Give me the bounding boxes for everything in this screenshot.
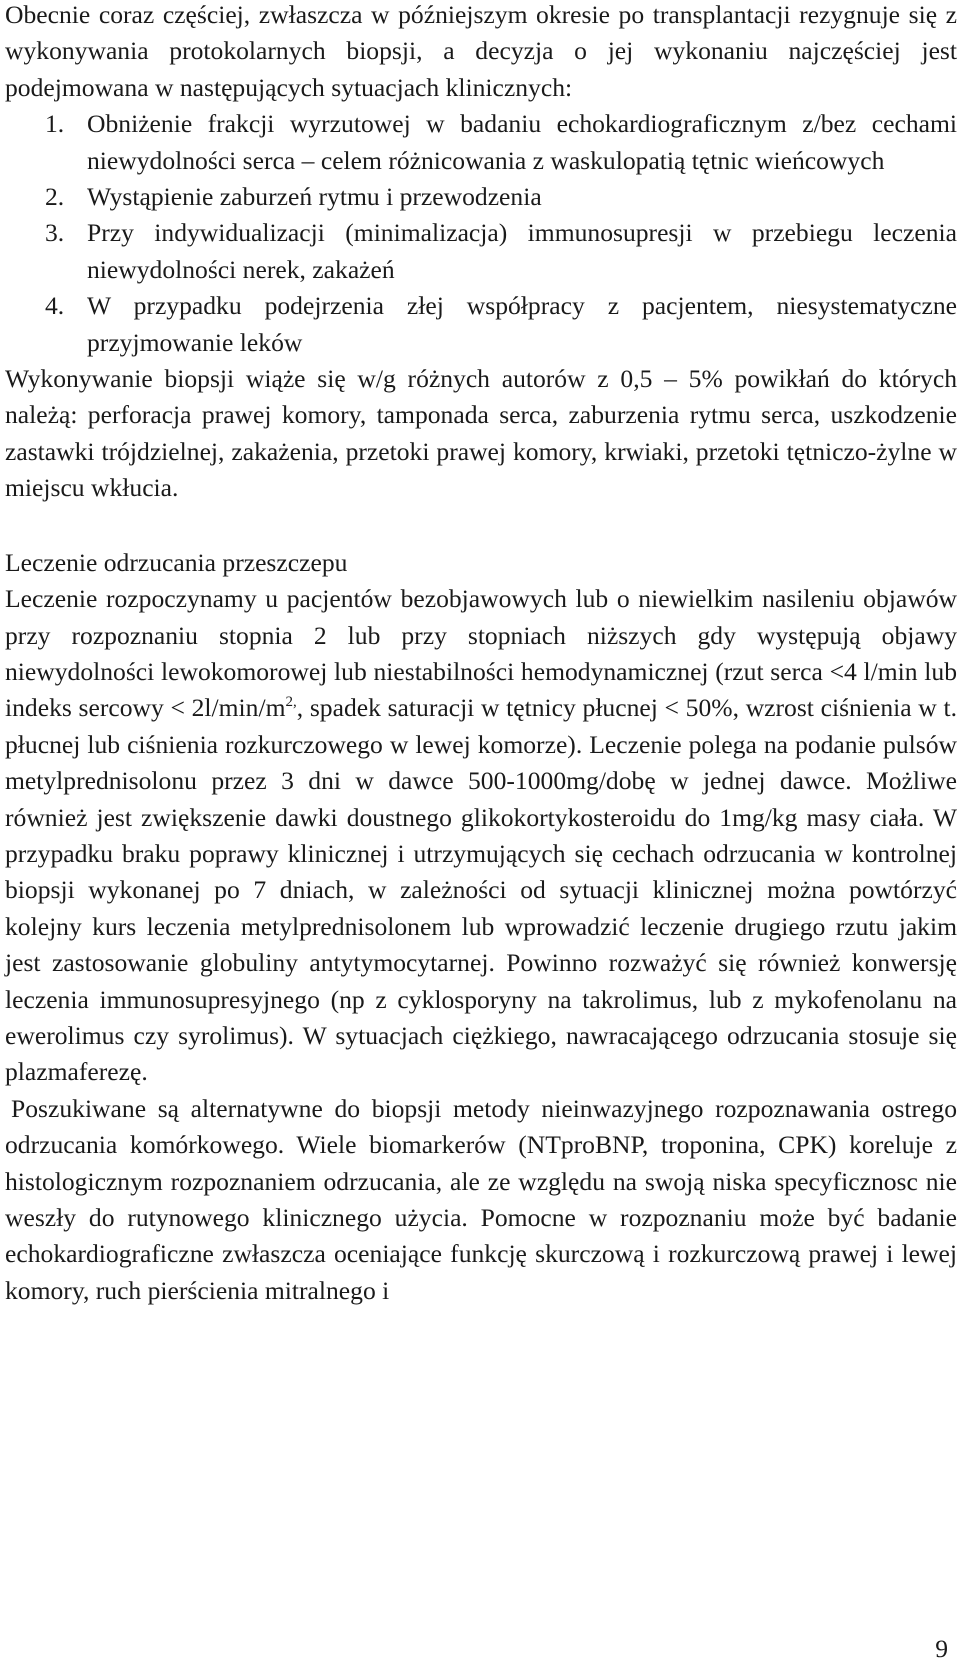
page-number: 9 (935, 1634, 948, 1663)
list-item (5, 179, 957, 215)
intro-paragraph: Obecnie coraz częściej, zwłaszcza w późniejszym okresie po transplantacji rezygnuje się z wykonywania protokolarnych biopsji, a decyzja o jej wykonaniu najczęściej jest podejmowana w następujących sytuacjach klinicznych: (5, 0, 957, 102)
superscript: 2, (285, 694, 297, 711)
section-heading: Leczenie odrzucania przeszczepu (5, 547, 348, 577)
list-item-text: Obniżenie frakcji wyrzutowej w badaniu echokardiograficznym z/bez cechami niewydolności serca – celem różnicowania z waskulopatią tętnic wieńcowych (87, 109, 957, 175)
list-item (5, 215, 957, 288)
alternatives-paragraph (5, 1091, 957, 1309)
paragraph-gap (5, 507, 957, 545)
indications-list (5, 106, 957, 361)
list-item-number: 3. (45, 218, 65, 248)
list-item (5, 288, 957, 361)
treatment-text-start: Leczenie rozpoczynamy u pacjentów bezobjawowych lub o niewielkim nasileniu objawów przy rozpoznaniu stopnia 2 lub przy stopniach niższych gdy występują objawy niewydolności lewokomorowej lub niestabilności hemodynamicznej (rzut serca <4 l/min lub indeks sercowy < 2l/min/m (5, 584, 957, 723)
treatment-paragraph (5, 581, 957, 1091)
list-item-number: 2. (45, 182, 65, 212)
treatment-text-end: , spadek saturacji w tętnicy płucnej < 50%, wzrost ciśnienia w t. płucnej lub ciśnienia rozkurczowego w lewej komorze). Leczenie polega na podanie pulsów metylprednisolonu przez 3 dni w dawce 500-1000mg/dobę w jednej dawce. Możliwe również jest zwiększenie dawki doustnego glikokortykosteroidu do 1mg/kg masy ciała. W przypadku braku poprawy klinicznej i utrzymujących się cechach odrzucania w kontrolnej biopsji wykonanej po 7 dniach, w zależności od sytuacji klinicznej można powtórzyć kolejny kurs leczenia metylprednisolonem lub wprowadzić leczenie drugiego rzutu jakim jest zastosowanie globuliny antytymocytarnej. Powinno rozważyć się również konwersję leczenia immunosupresyjnego (np z cyklosporyny na takrolimus, lub z mykofenolanu na ewerolimus czy syrolimus). W sytuacjach ciężkiego, nawracającego odrzucania stosuje się plazmaferezę. (5, 693, 957, 1087)
list-item-text: Wystąpienie zaburzeń rytmu i przewodzenia (87, 182, 542, 212)
list-item-text: W przypadku podejrzenia złej współpracy z pacjentem, niesystematyczne przyjmowanie leków (87, 291, 957, 357)
alternatives-text: Poszukiwane są alternatywne do biopsji metody nieinwazyjnego rozpoznawania ostrego odrzucania komórkowego. Wiele biomarkerów (NTproBNP, troponina, CPK) koreluje z histologicznym rozpoznaniem odrzucania, ale ze względu na swoją niska specyficznosc nie weszły do rutynowego klinicznego użycia. Pomocne w rozpoznaniu może być badanie echokardiograficzne zwłaszcza oceniające funkcję skurczową i rozkurczową prawej i lewej komory, ruch pierścienia mitralnego i (5, 1093, 957, 1305)
list-item-text: Przy indywidualizacji (minimalizacja) immunosupresji w przebiegu leczenia niewydolności nerek, zakażeń (87, 218, 957, 284)
document-page (5, 0, 957, 1309)
list-item (5, 106, 957, 179)
complications-paragraph: Wykonywanie biopsji wiąże się w/g różnych autorów z 0,5 – 5% powikłań do których należą: perforacja prawej komory, tamponada serca, zaburzenia rytmu serca, uszkodzenie zastawki trójdzielnej, zakażenia, przetoki prawej komory, krwiaki, przetoki tętniczo-żylne w miejscu wkłucia. (5, 364, 957, 503)
list-item-number: 4. (45, 291, 65, 321)
list-item-number: 1. (45, 109, 65, 139)
